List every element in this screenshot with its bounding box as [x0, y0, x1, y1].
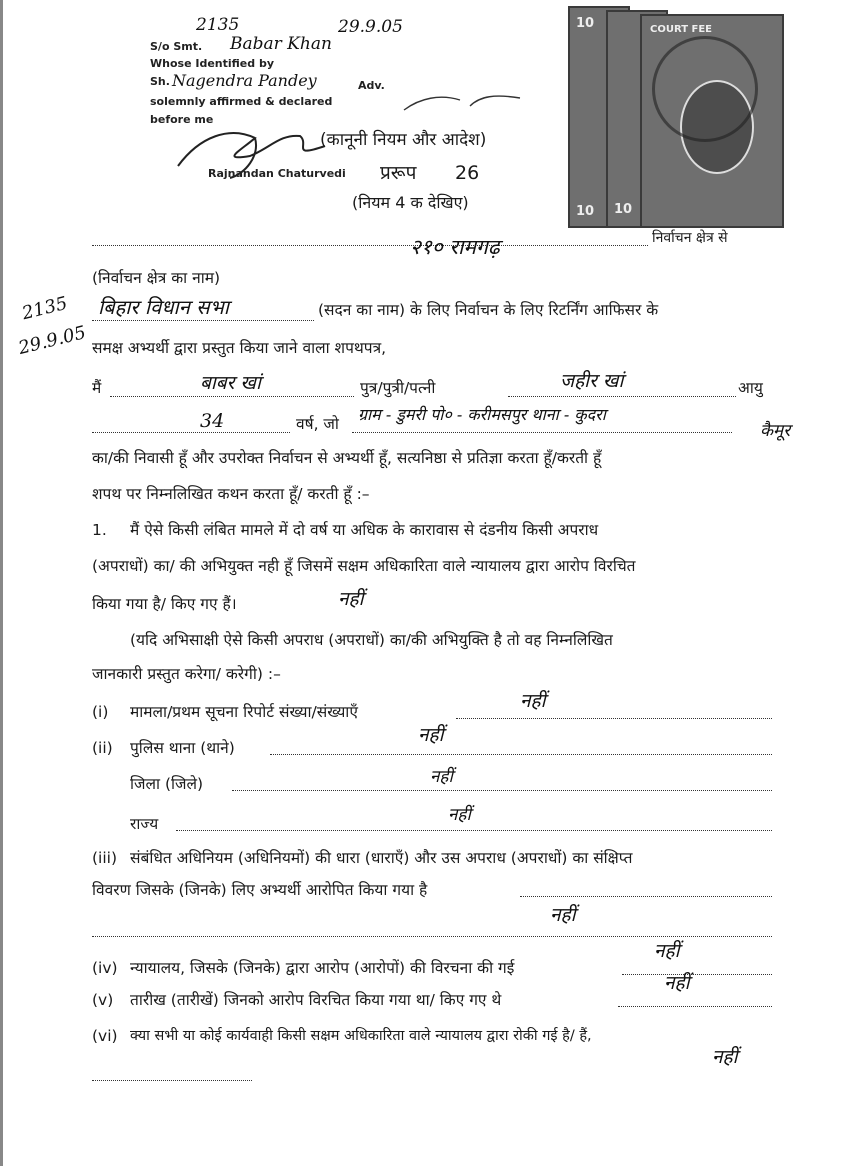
item-iii-line1: संबंधित अधिनियम (अधिनियमों) की धारा (धाराएँ) और उस अपराध (अपराधों) का संक्षिप्त	[130, 849, 633, 867]
clause1-answer: नहीं	[338, 588, 364, 610]
conditional-line2: जानकारी प्रस्तुत करेगा/ करेगी) :–	[92, 665, 281, 683]
attestation-deponent-name: Babar Khan	[230, 34, 332, 54]
attestation-identifier-suffix: Adv.	[358, 79, 385, 92]
item-v-number: (v)	[92, 991, 114, 1009]
deponent-name: बाबर खां	[200, 372, 261, 394]
attestation-identifier: Nagendra Pandey	[172, 71, 317, 90]
item-ii-text: पुलिस थाना (थाने)	[130, 739, 235, 757]
attestation-affirmed: solemnly affirmed & declared	[150, 95, 333, 108]
clause1-line1: मैं ऐसे किसी लंबित मामले में दो वर्ष या अधिक के कारावास से दंडनीय किसी अपराध	[130, 521, 599, 539]
stamp-1: 10 10	[568, 6, 630, 228]
item-iii-line	[520, 896, 772, 897]
item-v-text: तारीख (तारीखें) जिनको आरोप विरचित किया गया था/ किए गए थे	[130, 991, 502, 1009]
margin-note-number: 2135	[20, 292, 70, 325]
item-ii-number: (ii)	[92, 739, 113, 757]
item-iii-answer: नहीं	[550, 904, 576, 926]
item-iii-line-b	[92, 936, 772, 937]
constituency-suffix: निर्वाचन क्षेत्र से	[652, 230, 728, 246]
state-line	[176, 830, 772, 831]
item-ii-line	[270, 754, 772, 755]
district-answer: नहीं	[430, 767, 453, 787]
attestation-identified: Whose Identified by	[150, 57, 275, 70]
item-iv-answer: नहीं	[654, 940, 680, 962]
clause1-line3: किया गया है/ किए गए हैं।	[92, 595, 237, 613]
item-v-line	[618, 1006, 772, 1007]
constituency-line	[92, 245, 648, 246]
item-iv-line	[622, 974, 772, 975]
years-label: वर्ष, जो	[296, 415, 339, 433]
relation-label: पुत्र/पुत्री/पत्नी	[360, 379, 436, 397]
attestation-identifier-label: Sh.	[150, 75, 170, 88]
attestation-number: 2135	[196, 15, 240, 35]
item-vi-line	[92, 1080, 252, 1081]
attestation-name-label: S/o Smt.	[150, 40, 203, 53]
father-name: जहीर खां	[560, 370, 624, 392]
father-name-line	[508, 396, 736, 397]
resident-line: का/की निवासी हूँ और उपरोक्त निर्वाचन से अभ्यर्थी हूँ, सत्यनिष्ठा से प्रतिज्ञा करता हूँ/करती हूँ	[92, 449, 602, 467]
item-vi-answer: नहीं	[712, 1046, 738, 1068]
item-iv-number: (iv)	[92, 959, 118, 977]
house-line	[92, 320, 314, 321]
header-line1: (कानूनी नियम और आदेश)	[320, 130, 487, 150]
age-line	[92, 432, 290, 433]
attestation-before: before me	[150, 113, 214, 126]
constituency-caption: (निर्वाचन क्षेत्र का नाम)	[92, 269, 221, 287]
address-handwritten: ग्राम - डुमरी पो० - करीमसपुर थाना - कुदरा	[358, 405, 606, 424]
item-i-number: (i)	[92, 703, 109, 721]
statement-line: शपथ पर निम्नलिखित कथन करता हूँ/ करती हूँ :–	[92, 485, 370, 503]
address-line	[352, 432, 732, 433]
margin-scribble	[400, 88, 540, 118]
item-vi-number: (vi)	[92, 1027, 118, 1045]
district-line	[232, 790, 772, 791]
district-handwritten: कैमूर	[760, 421, 791, 441]
item-iii-line2: विवरण जिसके (जिनके) लिए अभ्यर्थी आरोपित किया गया है	[92, 881, 428, 899]
clause1-number: 1.	[92, 521, 107, 539]
item-vi-text: क्या सभी या कोई कार्यवाही किसी सक्षम अधिकारिता वाले न्यायालय द्वारा रोकी गई है/ हैं,	[130, 1028, 592, 1044]
house-line2: समक्ष अभ्यर्थी द्वारा प्रस्तुत किया जाने वाला शपथपत्र,	[92, 339, 387, 357]
item-i-line	[456, 718, 772, 719]
cancellation-mark	[652, 36, 758, 142]
attestation-date: 29.9.05	[338, 17, 403, 37]
item-i-answer: नहीं	[520, 690, 546, 712]
house-handwritten: बिहार विधान सभा	[98, 295, 229, 319]
district-text: जिला (जिले)	[130, 775, 204, 793]
officer-name: Rajnandan Chaturvedi	[208, 167, 346, 180]
court-fee-stamps	[566, 0, 781, 232]
form-number: 26	[455, 162, 480, 184]
state-answer: नहीं	[448, 805, 471, 825]
constituency-handwritten: २१० रामगढ़	[410, 235, 500, 259]
conditional-line1: (यदि अभिसाक्षी ऐसे किसी अपराध (अपराधों) का/की अभियुक्ति है तो वह निम्नलिखित	[130, 631, 613, 649]
deponent-name-line	[110, 396, 354, 397]
age-label: आयु	[738, 379, 763, 397]
scan-edge	[0, 0, 3, 1166]
item-i-text: मामला/प्रथम सूचना रिपोर्ट संख्या/संख्याएँ	[130, 703, 358, 721]
item-ii-answer: नहीं	[418, 724, 444, 746]
house-text: (सदन का नाम) के लिए निर्वाचन के लिए रिटर्निंग आफिसर के	[318, 301, 659, 319]
stamp-2: 10	[606, 10, 668, 228]
item-iii-number: (iii)	[92, 849, 118, 867]
state-text: राज्य	[130, 815, 159, 833]
item-iv-text: न्यायालय, जिसके (जिनके) द्वारा आरोप (आरोपों) की विरचना की गई	[130, 959, 515, 977]
form-label: प्ररूप	[380, 162, 417, 184]
rule-ref: (नियम 4 क देखिए)	[352, 193, 469, 212]
item-v-answer: नहीं	[664, 972, 690, 994]
age-value: 34	[200, 410, 225, 432]
deponent-label: मैं	[92, 379, 102, 397]
clause1-line2: (अपराधों) का/ की अभियुक्त नही हूँ जिसमें सक्षम अधिकारिता वाले न्यायालय द्वारा आरोप विरचित	[92, 557, 636, 575]
margin-note-date: 29.9.05	[16, 322, 89, 360]
stamp-3: COURT FEE	[640, 14, 784, 228]
